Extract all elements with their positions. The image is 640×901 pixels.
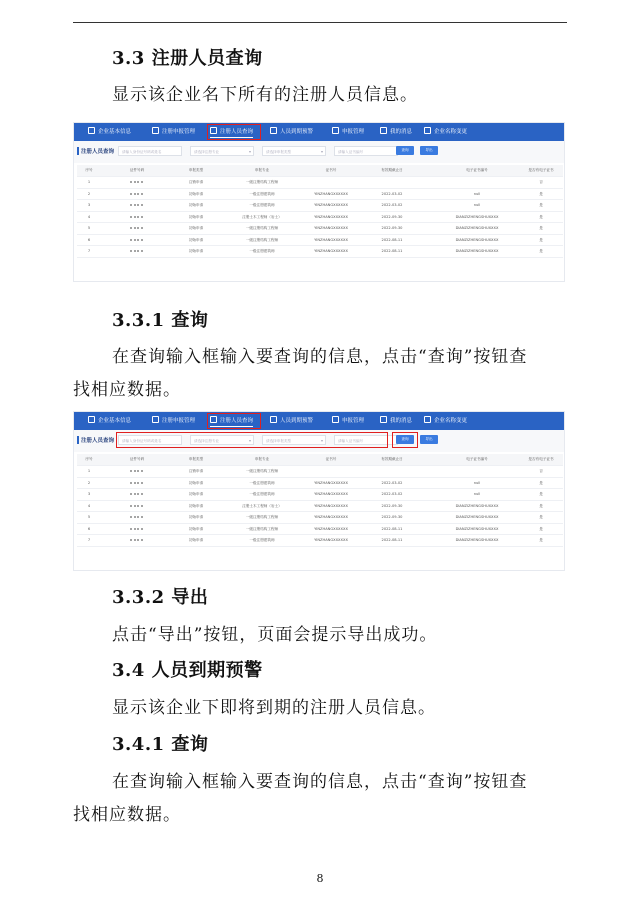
cell-date: 2022-03-02 [381,480,403,485]
results-table [77,454,563,547]
row-index: 2 [87,480,91,485]
chevron-down-icon: ▾ [248,149,251,154]
cell-has: 是 [539,214,543,219]
table-row[interactable] [77,235,563,247]
heading-3-3: 3.3 注册人员查询 [112,48,263,69]
filter-input-3[interactable]: 请输入证书编号 [334,435,398,445]
column-header: 申报类型 [188,168,204,172]
nav-icon [152,416,159,423]
table-row[interactable] [77,212,563,224]
cell-major: 一级注册结构工程师 [245,526,279,531]
cell-major: 一级注册建筑师 [249,249,275,253]
nav-item-6[interactable]: 企业名称变更 [424,416,467,426]
cell-has: 是 [539,191,543,196]
row-index: 3 [87,203,91,207]
nav-icon [270,127,277,134]
cell-date: 2022-09-30 [381,503,403,508]
filter-input-0[interactable]: 请输入身份证号码或姓名 [118,435,182,445]
row-index: 5 [87,226,91,230]
cell-type: 初始申请 [188,214,204,219]
query-button[interactable]: 查询 [396,146,414,155]
nav-item-5[interactable]: 我的消息 [380,127,412,137]
cell-ecert: DIANZIZHENGSHUXXXX [455,226,499,230]
cell-date: 2022-08-11 [381,538,403,542]
row-index: 2 [87,191,91,196]
cell-type: 初始申请 [188,191,204,196]
section-title: 注册人员查询 [77,147,114,155]
cell-cert: YINZHANGXXXXXX [314,492,348,496]
column-header: 序号 [85,168,93,172]
column-header: 是否有电子证书 [528,168,554,172]
row-index: 3 [87,492,91,496]
paragraph-3-4-1-line2: 找相应数据。 [73,805,181,825]
masked-id [117,212,157,223]
page-number: 8 [316,872,324,885]
filter-bar [74,141,565,163]
cell-has: 是 [539,237,543,242]
table-row[interactable] [77,524,563,536]
cell-has: 是 [539,515,543,519]
results-table [77,165,563,258]
cell-cert: YINZHANGXXXXXX [314,526,348,531]
cell-cert: YINZHANGXXXXXX [314,191,348,196]
table-row[interactable] [77,512,563,524]
cell-cert: YINZHANGXXXXXX [314,214,348,219]
cell-date: 2022-08-11 [381,249,403,253]
cell-cert: YINZHANGXXXXXX [314,515,348,519]
filter-input-2[interactable]: 请选择申报类型 ▾ [262,146,326,156]
masked-id [117,478,157,489]
cell-cert: YINZHANGXXXXXX [314,226,348,230]
cell-ecert: null [473,203,481,207]
cell-ecert: DIANZIZHENGSHUXXXX [455,214,499,219]
filter-input-2[interactable]: 请选择申报类型 ▾ [262,435,326,445]
cell-major: 一级注册结构工程师 [245,180,279,184]
cell-ecert: null [473,480,481,485]
cell-has: 是 [539,203,543,207]
row-index: 6 [87,237,91,242]
nav-icon [152,127,159,134]
filter-input-1[interactable]: 请选择注册专业 ▾ [190,146,254,156]
nav-icon [424,416,431,423]
header-rule [73,22,567,23]
masked-id [117,223,157,234]
cell-date: 2022-09-30 [381,515,403,519]
paragraph-3-4: 显示该企业下即将到期的注册人员信息。 [112,698,436,718]
top-nav [74,412,565,430]
paragraph-3-4-1-line1: 在查询输入框输入要查询的信息，点击“查询”按钮查 [112,772,528,792]
masked-id [117,489,157,500]
filter-input-1[interactable]: 请选择注册专业 ▾ [190,435,254,445]
screenshot-query-highlighted [73,411,565,571]
nav-item-4[interactable]: 申报管理 [332,416,364,426]
cell-type: 初始申请 [188,226,204,230]
cell-major: 一级注册结构工程师 [245,237,279,242]
cell-cert: YINZHANGXXXXXX [314,237,348,242]
cell-type: 初始申请 [188,538,204,542]
cell-cert: YINZHANGXXXXXX [314,249,348,253]
row-index: 6 [87,526,91,531]
table-header [77,165,563,177]
cell-has: 是 [539,492,543,496]
table-row[interactable] [77,489,563,501]
export-button[interactable]: 导出 [420,435,438,444]
cell-ecert: null [473,191,481,196]
nav-item-2[interactable]: 注册人员查询 [210,127,253,138]
masked-id [117,246,157,257]
cell-ecert: null [473,492,481,496]
cell-major: 一级注册建筑师 [249,191,275,196]
cell-major: 一级注册结构工程师 [245,515,279,519]
cell-ecert: DIANZIZHENGSHUXXXX [455,237,499,242]
cell-date: 2022-03-02 [381,191,403,196]
table-row[interactable] [77,177,563,189]
nav-item-5[interactable]: 我的消息 [380,416,412,426]
cell-date: 2022-09-30 [381,226,403,230]
masked-id [117,512,157,523]
cell-cert: YINZHANGXXXXXX [314,203,348,207]
table-row[interactable] [77,478,563,490]
cell-type: 注销申请 [188,180,204,184]
nav-highlight-box [207,124,261,140]
column-header: 证件号码 [129,457,145,461]
nav-icon [332,416,339,423]
cell-ecert: DIANZIZHENGSHUXXXX [455,503,499,508]
masked-id [117,535,157,546]
nav-icon [380,416,387,423]
column-header: 序号 [85,457,93,461]
table-row[interactable] [77,466,563,478]
cell-ecert: DIANZIZHENGSHUXXXX [455,526,499,531]
column-header: 电子证书编号 [466,457,488,461]
cell-type: 初始申请 [188,203,204,207]
inputs-highlight-box [116,432,388,448]
masked-id [117,177,157,188]
paragraph-3-3-2: 点击“导出”按钮，页面会提示导出成功。 [112,625,438,645]
masked-id [117,235,157,246]
masked-id [117,466,157,477]
nav-item-4[interactable]: 申报管理 [332,127,364,137]
heading-3-3-2: 3.3.2 导出 [112,587,209,608]
column-header: 有效期截止日 [381,168,403,172]
cell-cert: YINZHANGXXXXXX [314,480,348,485]
row-index: 7 [87,538,91,542]
row-index: 4 [87,214,91,219]
table-row[interactable] [77,501,563,513]
cell-type: 注销申请 [188,469,204,473]
cell-date: 2022-08-11 [381,237,403,242]
nav-icon [332,127,339,134]
row-index: 4 [87,503,91,508]
masked-id [117,189,157,200]
cell-ecert: DIANZIZHENGSHUXXXX [455,249,499,253]
column-header: 有效期截止日 [381,457,403,461]
cell-type: 初始申请 [188,249,204,253]
column-header: 申报专业 [254,168,270,172]
nav-item-1[interactable]: 注册申报管理 [152,127,195,137]
chevron-down-icon: ▾ [320,438,323,443]
nav-icon [424,127,431,134]
cell-major: 一级注册建筑师 [249,538,275,542]
cell-major: 一级注册结构工程师 [245,469,279,473]
cell-has: 否 [539,180,543,184]
paragraph-3-3: 显示该企业名下所有的注册人员信息。 [112,85,418,105]
top-nav [74,123,565,141]
cell-date: 2022-03-02 [381,203,403,207]
query-button[interactable]: 查询 [396,435,414,444]
cell-major: 注册土木工程师（岩土） [242,214,282,219]
paragraph-3-3-1-line1: 在查询输入框输入要查询的信息，点击“查询”按钮查 [112,347,528,367]
filter-input-0[interactable]: 请输入身份证号码或姓名 [118,146,182,156]
table-row[interactable] [77,246,563,258]
cell-has: 是 [539,249,543,253]
nav-item-6[interactable]: 企业名称变更 [424,127,467,137]
chevron-down-icon: ▾ [320,149,323,154]
row-index: 5 [87,515,91,519]
section-title: 注册人员查询 [77,436,114,444]
table-row[interactable] [77,189,563,201]
cell-major: 注册土木工程师（岩土） [242,503,282,508]
cell-type: 初始申请 [188,492,204,496]
cell-type: 初始申请 [188,503,204,508]
cell-has: 是 [539,226,543,230]
nav-icon [270,416,277,423]
table-header [77,454,563,466]
column-header: 申报类型 [188,457,204,461]
query-button-highlight-box [392,432,418,448]
heading-3-4-1: 3.4.1 查询 [112,734,209,755]
cell-ecert: DIANZIZHENGSHUXXXX [455,538,499,542]
cell-has: 是 [539,526,543,531]
cell-date: 2022-08-11 [381,526,403,531]
screenshot-registered-staff-query [73,122,565,282]
row-index: 1 [87,180,91,184]
nav-item-3[interactable]: 人员到期预警 [270,416,313,426]
cell-cert: YINZHANGXXXXXX [314,538,348,542]
paragraph-3-3-1-line2: 找相应数据。 [73,380,181,400]
cell-type: 初始申请 [188,480,204,485]
cell-major: 一级注册建筑师 [249,203,275,207]
masked-id [117,524,157,535]
row-index: 7 [87,249,91,253]
cell-ecert: DIANZIZHENGSHUXXXX [455,515,499,519]
cell-type: 初始申请 [188,515,204,519]
column-header: 证件号码 [129,168,145,172]
heading-3-4: 3.4 人员到期预警 [112,660,263,681]
nav-item-0[interactable]: 企业基本信息 [88,416,131,426]
cell-has: 否 [539,469,543,473]
table-row[interactable] [77,535,563,547]
column-header: 是否有电子证书 [528,457,554,461]
export-button[interactable]: 导出 [420,146,438,155]
nav-item-2[interactable]: 注册人员查询 [210,416,253,427]
cell-type: 初始申请 [188,526,204,531]
nav-icon [88,416,95,423]
cell-cert: YINZHANGXXXXXX [314,503,348,508]
nav-item-1[interactable]: 注册申报管理 [152,416,195,426]
table-row[interactable] [77,200,563,212]
cell-date: 2022-03-02 [381,492,403,496]
cell-major: 一级注册建筑师 [249,480,275,485]
filter-input-3[interactable]: 请输入证书编号 [334,146,398,156]
nav-icon [380,127,387,134]
heading-3-3-1: 3.3.1 查询 [112,310,209,331]
column-header: 证书号 [325,457,337,461]
cell-has: 是 [539,538,543,542]
chevron-down-icon: ▾ [248,438,251,443]
cell-date: 2022-09-30 [381,214,403,219]
cell-has: 是 [539,480,543,485]
column-header: 申报专业 [254,457,270,461]
cell-major: 一级注册结构工程师 [245,226,279,230]
nav-highlight-box [207,413,261,429]
cell-type: 初始申请 [188,237,204,242]
cell-has: 是 [539,503,543,508]
nav-icon [88,127,95,134]
table-row[interactable] [77,223,563,235]
nav-item-3[interactable]: 人员到期预警 [270,127,313,137]
masked-id [117,501,157,512]
nav-item-0[interactable]: 企业基本信息 [88,127,131,137]
cell-major: 一级注册建筑师 [249,492,275,496]
row-index: 1 [87,469,91,473]
masked-id [117,200,157,211]
column-header: 证书号 [325,168,337,172]
column-header: 电子证书编号 [466,168,488,172]
